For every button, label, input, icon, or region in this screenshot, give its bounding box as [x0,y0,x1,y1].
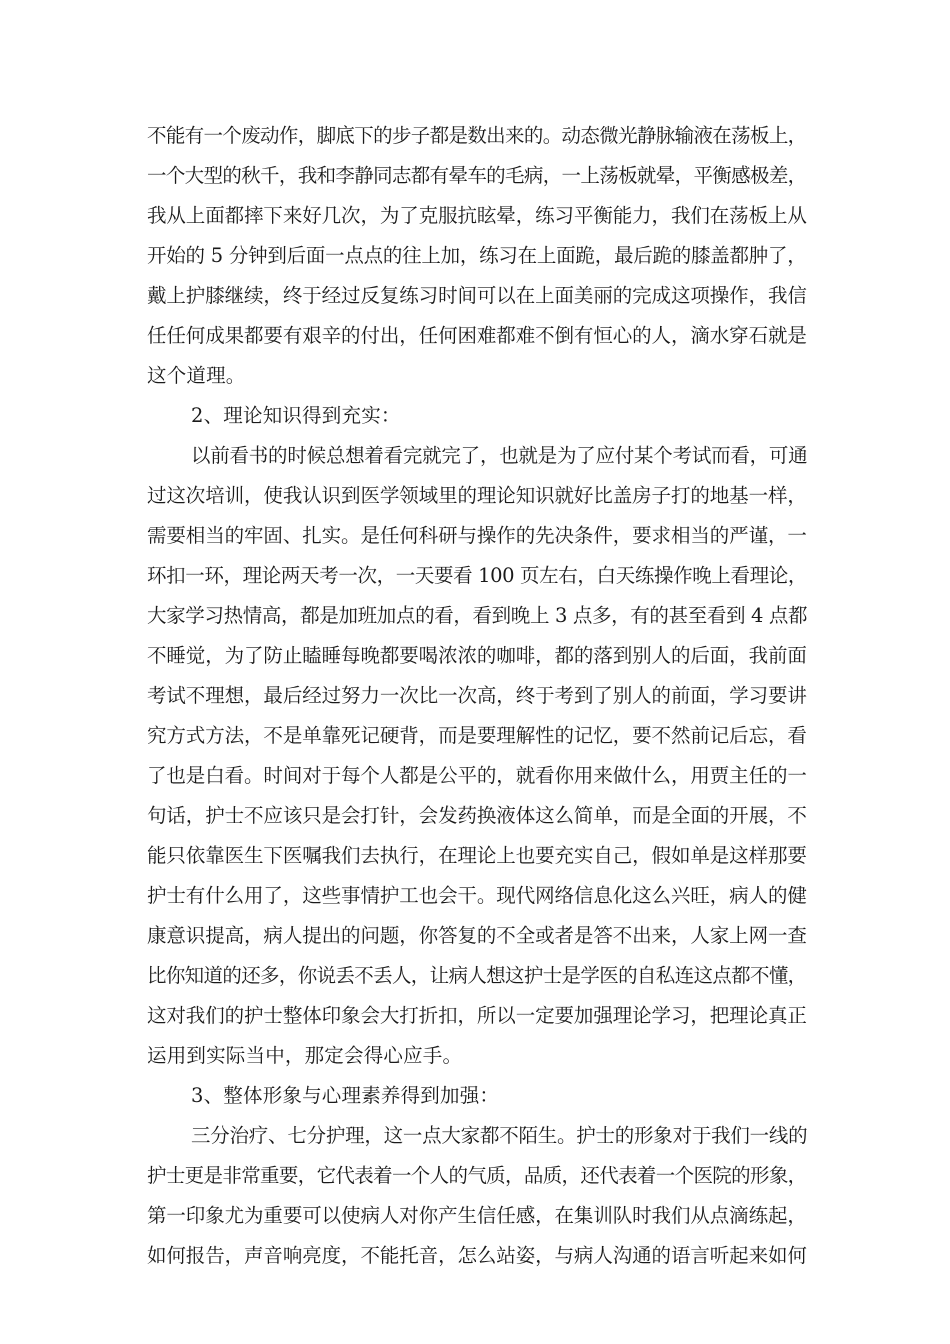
section-heading: 2、理论知识得到充实： [191,404,401,427]
text-line: 运用到实际当中，那定会得心应手。 [147,1044,463,1067]
text-line: 我从上面都摔下来好几次，为了克服抗眩晕，练习平衡能力，我们在荡板上从 [147,204,807,227]
text-line: 第一印象尤为重要可以使病人对你产生信任感，在集训队时我们从点滴练起， [147,1204,807,1227]
text-line: 大家学习热情高，都是加班加点的看，看到晚上 3 点多，有的甚至看到 4 点都 [147,604,808,627]
text-line: 三分治疗、七分护理，这一点大家都不陌生。护士的形象对于我们一线的 [191,1124,808,1147]
text-line: 能只依靠医生下医嘱我们去执行，在理论上也要充实自己，假如单是这样那要 [147,844,807,867]
text-line: 戴上护膝继续，终于经过反复练习时间可以在上面美丽的完成这项操作，我信 [147,284,807,307]
text-line: 以前看书的时候总想着看完就完了，也就是为了应付某个考试而看，可通 [191,444,808,467]
text-line: 这对我们的护士整体印象会大打折扣，所以一定要加强理论学习，把理论真正 [147,1004,807,1027]
text-line: 如何报告，声音响亮度，不能托音，怎么站姿，与病人沟通的语言听起来如何 [147,1244,807,1267]
text-line: 康意识提高，病人提出的问题，你答复的不全或者是答不出来，人家上网一查 [147,924,807,947]
text-line: 过这次培训，使我认识到医学领域里的理论知识就好比盖房子打的地基一样， [147,484,807,507]
text-line: 需要相当的牢固、扎实。是任何科研与操作的先决条件，要求相当的严谨，一 [147,524,807,547]
text-line: 不能有一个废动作，脚底下的步子都是数出来的。动态微光静脉输液在荡板上， [147,124,807,147]
text-line: 环扣一环，理论两天考一次，一天要看 100 页左右，白天练操作晚上看理论， [147,564,808,587]
text-line: 一个大型的秋千，我和李静同志都有晕车的毛病，一上荡板就晕，平衡感极差， [147,164,807,187]
text-line: 比你知道的还多，你说丢不丢人，让病人想这护士是学医的自私连这点都不懂， [147,964,807,987]
text-line: 了也是白看。时间对于每个人都是公平的，就看你用来做什么，用贾主任的一 [147,764,807,787]
text-line: 开始的 5 分钟到后面一点点的往上加，练习在上面跪，最后跪的膝盖都肿了， [147,244,807,267]
section-heading: 3、整体形象与心理素养得到加强： [191,1084,500,1107]
text-line: 考试不理想，最后经过努力一次比一次高，终于考到了别人的前面，学习要讲 [147,684,807,707]
text-line: 究方式方法，不是单靠死记硬背，而是要理解性的记忆，要不然前记后忘，看 [147,724,807,747]
text-line: 句话，护士不应该只是会打针，会发药换液体这么简单，而是全面的开展，不 [147,804,807,827]
text-line: 不睡觉，为了防止瞌睡每晚都要喝浓浓的咖啡，都的落到别人的后面，我前面 [147,644,807,667]
text-line: 护士更是非常重要，它代表着一个人的气质，品质，还代表着一个医院的形象， [147,1164,807,1187]
text-line: 这个道理。 [147,364,246,387]
text-line: 任任何成果都要有艰辛的付出，任何困难都难不倒有恒心的人，滴水穿石就是 [147,324,807,347]
text-line: 护士有什么用了，这些事情护工也会干。现代网络信息化这么兴旺，病人的健 [147,884,807,907]
